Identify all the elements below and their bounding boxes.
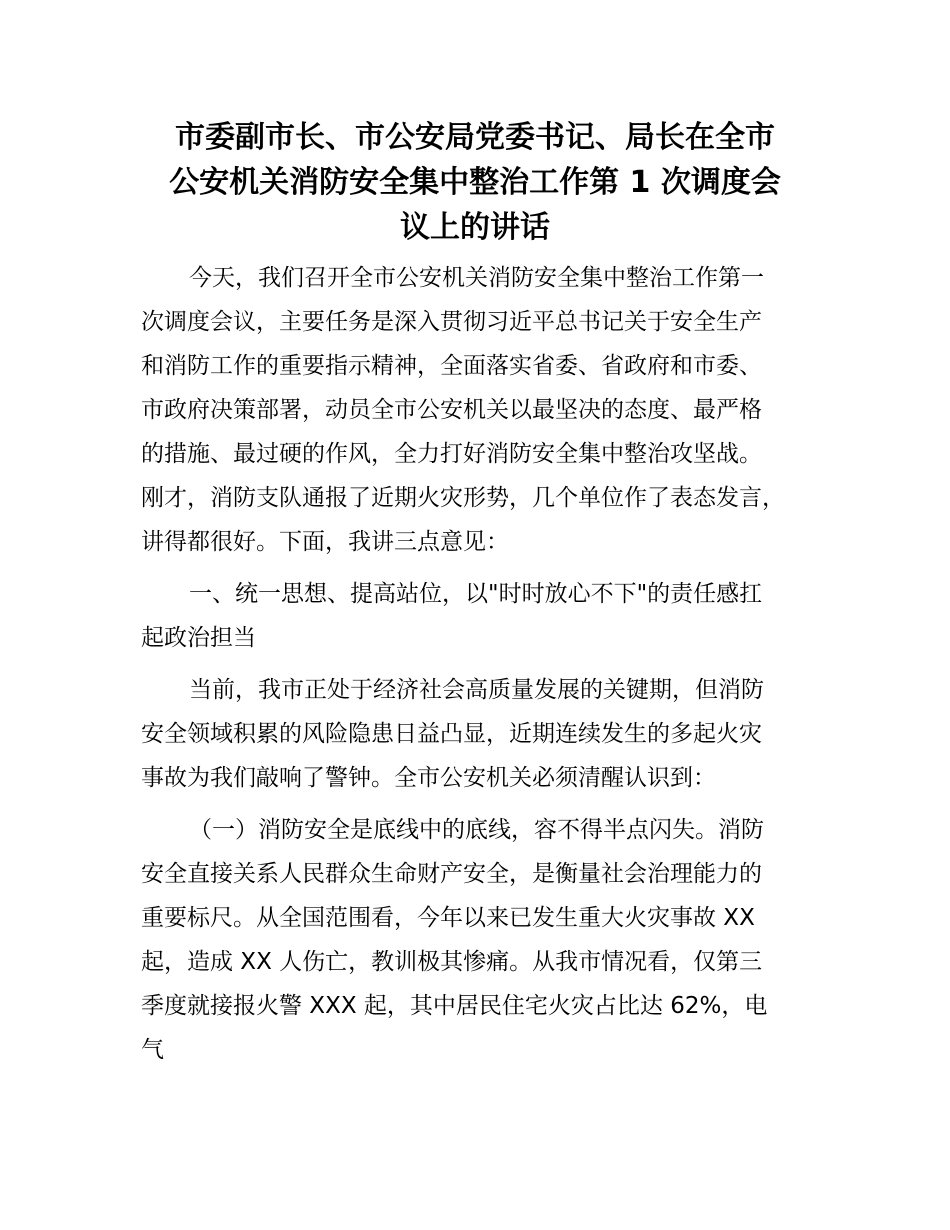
page-title [140,115,810,250]
paragraph-4-line-6: 气 [141,1037,164,1063]
title-line-3: 议上的讲话 [400,210,550,245]
title-line-1: 市委副市长、市公安局党委书记、局长在全市 [175,120,775,155]
paragraph-4-line-4: 起，造成 XX 人伤亡，教训极其惨痛。从我市情况看，仅第三 [141,949,763,975]
paragraph-1-line-4: 市政府决策部署，动员全市公安机关以最坚决的态度、最严格 [141,397,762,423]
paragraph-4-line-2: 安全直接关系人民群众生命财产安全，是衡量社会治理能力的 [141,861,762,887]
paragraph-4-line-3: 重要标尺。从全国范围看，今年以来已发生重大火灾事故 XX [141,905,755,931]
section-heading-line-1: 一、统一思想、提高站位，以"时时放心不下"的责任感扛 [189,581,763,607]
paragraph-1-line-2: 次调度会议，主要任务是深入贯彻习近平总书记关于安全生产 [141,309,762,335]
title-line-2: 公安机关消防安全集中整治工作第 1 次调度会 [169,165,781,200]
paragraph-1-line-1: 今天，我们召开全市公安机关消防安全集中整治工作第一 [189,265,764,291]
paragraph-1-line-6: 刚才，消防支队通报了近期火灾形势，几个单位作了表态发言， [141,485,785,511]
paragraph-3-line-2: 安全领域积累的风险隐患日益凸显，近期连续发生的多起火灾 [141,721,762,747]
paragraph-1-line-5: 的措施、最过硬的作风，全力打好消防安全集中整治攻坚战。 [141,441,762,467]
paragraph-4-line-1: （一）消防安全是底线中的底线，容不得半点闪失。消防 [189,817,764,843]
section-heading-line-2: 起政治担当 [141,625,256,651]
paragraph-3-line-1: 当前，我市正处于经济社会高质量发展的关键期，但消防 [189,677,764,703]
paragraph-1-line-3: 和消防工作的重要指示精神，全面落实省委、省政府和市委、 [141,353,762,379]
paragraph-4-line-5: 季度就接报火警 XXX 起，其中居民住宅火灾占比达 62%，电 [141,993,768,1019]
paragraph-3-line-3: 事故为我们敲响了警钟。全市公安机关必须清醒认识到： [141,765,716,791]
paragraph-1-line-7: 讲得都很好。下面，我讲三点意见： [141,529,509,555]
